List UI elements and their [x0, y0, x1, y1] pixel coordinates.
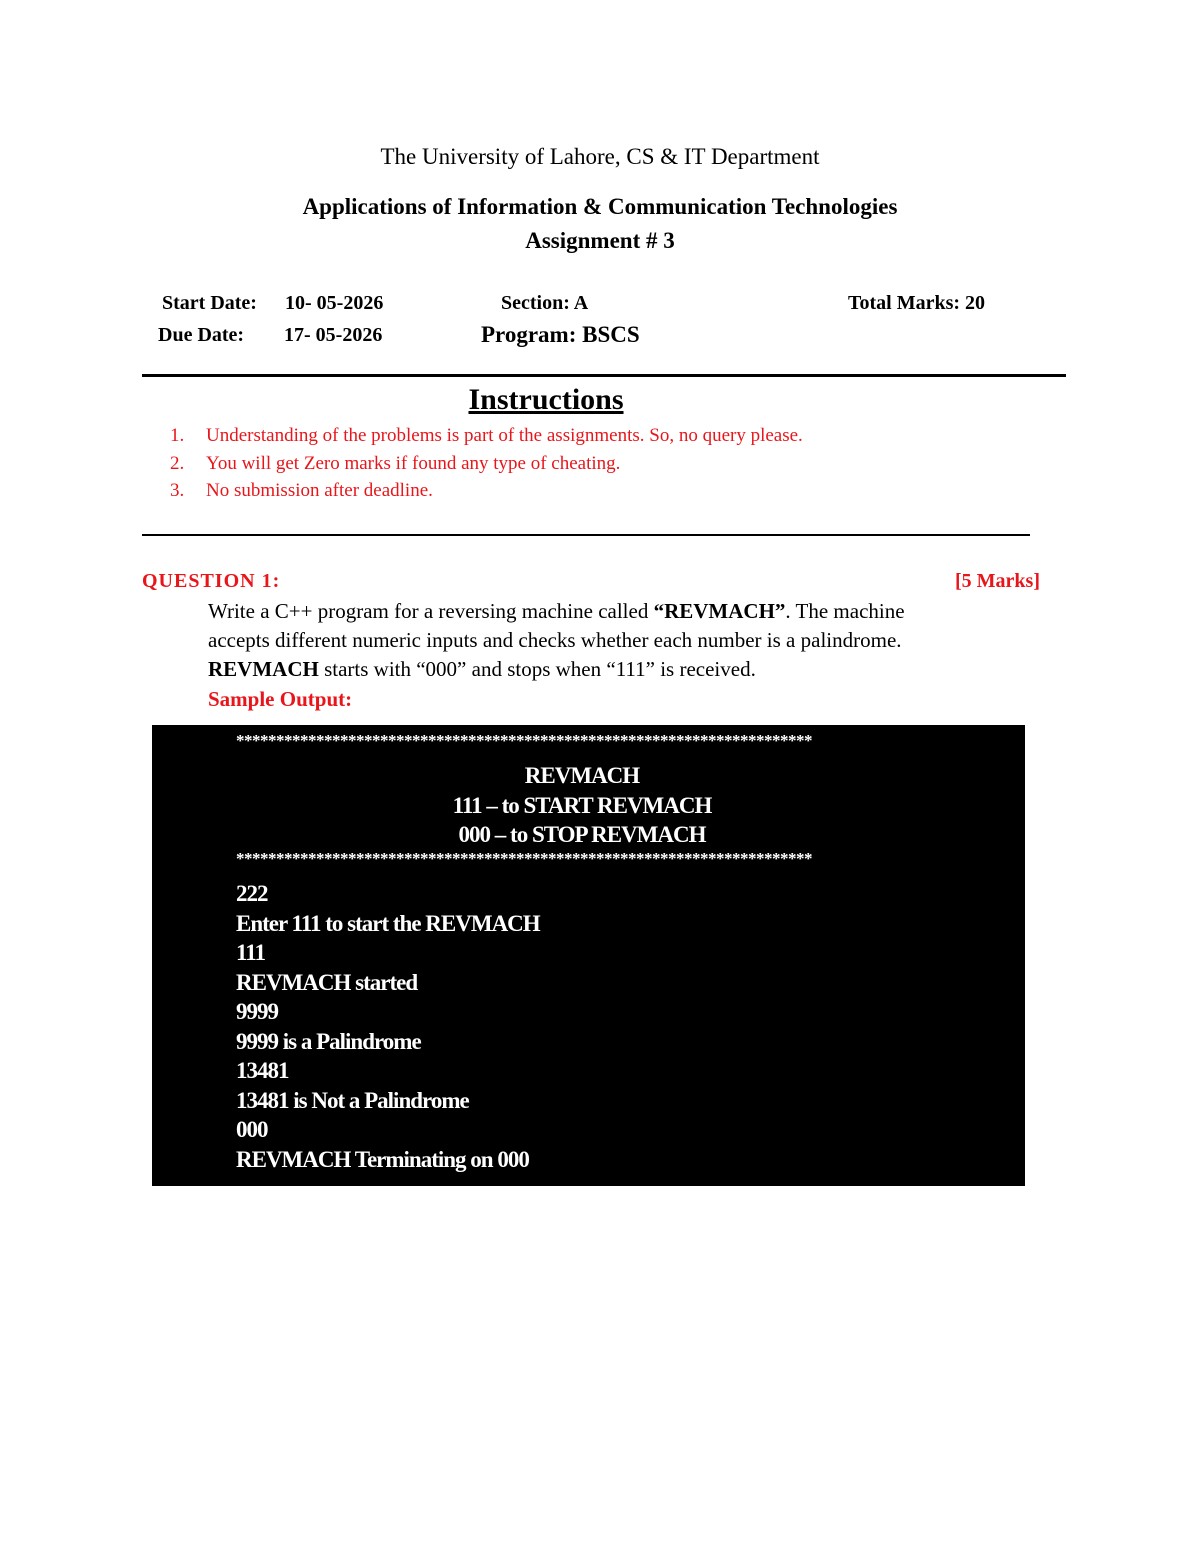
console-line: 9999 is a Palindrome: [236, 1029, 421, 1054]
console-line: REVMACH started: [236, 970, 418, 995]
course-title: Applications of Information & Communication Technologies: [302, 194, 898, 219]
section-label: Section: A: [501, 292, 589, 314]
sample-output-console: [152, 725, 1025, 1186]
instruction-item: [170, 424, 803, 452]
question-text: Write a C++ program for a reversing machine called: [208, 599, 654, 623]
instruction-number: 2.: [170, 452, 185, 474]
console-border-stars: ************************************************************************: [236, 849, 812, 868]
divider-top: [142, 374, 1066, 377]
assignment-title: Assignment # 3: [525, 228, 675, 253]
instructions-list: [170, 424, 803, 507]
question-text-line: [208, 657, 756, 682]
console-line: 000: [236, 1117, 268, 1142]
instruction-text: Understanding of the problems is part of the assignments. So, no query please.: [206, 425, 803, 446]
instruction-item: [170, 479, 803, 507]
sample-output-label: Sample Output:: [208, 687, 353, 711]
university-heading: The University of Lahore, CS & IT Department: [380, 144, 820, 169]
question-text-line: [208, 599, 905, 624]
console-line: 13481 is Not a Palindrome: [236, 1088, 469, 1113]
question-label: QUESTION 1:: [142, 570, 281, 592]
instruction-text: You will get Zero marks if found any type of cheating.: [206, 452, 621, 474]
console-banner-start: 111 – to START REVMACH: [452, 793, 712, 818]
due-date-value: 17- 05-2026: [284, 324, 383, 346]
instruction-number: 3.: [170, 480, 185, 501]
instruction-number: 1.: [170, 425, 185, 446]
console-border-stars: ************************************************************************: [236, 731, 812, 750]
console-line: 222: [236, 881, 268, 906]
console-line: Enter 111 to start the REVMACH: [236, 911, 540, 936]
console-banner-stop: 000 – to STOP REVMACH: [458, 822, 706, 847]
machine-name: “REVMACH”: [653, 599, 786, 623]
start-date-label: Start Date:: [162, 292, 257, 314]
console-line: 9999: [236, 999, 278, 1024]
start-date-value: 10- 05-2026: [285, 292, 384, 314]
instruction-item: [170, 452, 803, 480]
console-banner-title: REVMACH: [524, 763, 640, 788]
machine-name: REVMACH: [208, 657, 319, 681]
console-line: REVMACH Terminating on 000: [236, 1147, 529, 1172]
console-line: 111: [236, 940, 265, 965]
question-text: . The machine: [785, 599, 905, 623]
console-line: 13481: [236, 1058, 289, 1083]
instruction-text: No submission after deadline.: [206, 480, 433, 501]
due-date-label: Due Date:: [158, 324, 245, 346]
question-text: starts with “000” and stops when “111” is received.: [318, 657, 756, 681]
total-marks-label: Total Marks: 20: [848, 292, 986, 314]
question-text-line: accepts different numeric inputs and checks whether each number is a palindrome.: [208, 628, 902, 652]
question-marks: [5 Marks]: [955, 570, 1040, 592]
divider-middle: [142, 534, 1030, 536]
instructions-heading: Instructions: [468, 383, 624, 416]
program-label: Program: BSCS: [481, 322, 640, 347]
